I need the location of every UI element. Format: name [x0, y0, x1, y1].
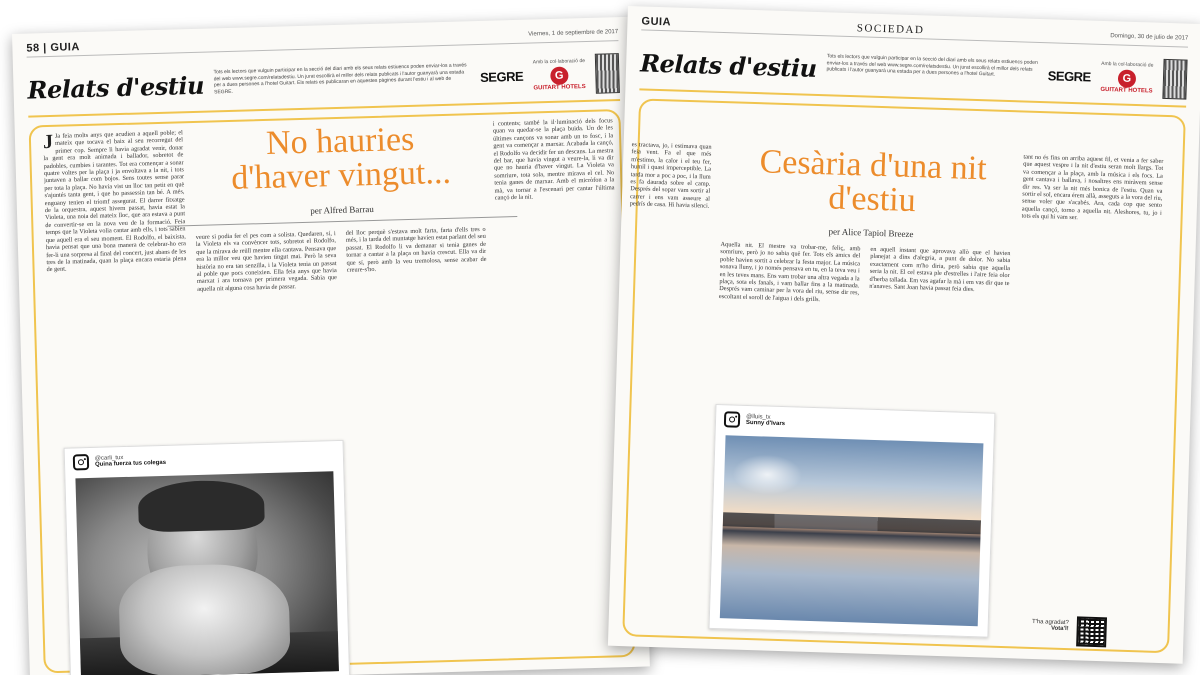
vote-question: T'ha agradat?	[1031, 618, 1069, 627]
left-sponsor-name: GUITART HOTELS	[533, 84, 586, 92]
left-instagram-user: @carli_tux	[94, 455, 124, 462]
left-headline: No hauries d'haver vingut...	[230, 120, 452, 197]
right-intro-text: Tots els lectors que vulguin participar en la secció del diari amb els seus relats estiuencs poden enviar-los a través del web www.segre.com/relatsdestiu. Un jurat escollirà el millor dels relats publicats i l'autor guanyarà una estada per a dues persones a l'hotel Guitart.	[826, 53, 1038, 78]
left-sponsor-label: Amb la col·laboració de	[532, 58, 586, 66]
right-segre-logo: SEGRE	[1047, 67, 1091, 85]
right-byline: per Alice Tapiol Breeze	[828, 226, 914, 240]
left-book-icon	[595, 53, 620, 94]
right-sponsor-name: GUITART HOTELS	[1100, 86, 1153, 95]
left-photo-fist	[75, 471, 338, 675]
guitart-logo-icon: G	[550, 66, 568, 84]
right-section-label: GUIA	[641, 14, 672, 28]
left-byline: per Alfred Barrau	[310, 203, 374, 216]
left-instagram-caption: Quina fuerza tus colegas	[94, 459, 167, 468]
instagram-icon	[724, 411, 740, 427]
left-dropcap: J	[42, 130, 54, 154]
left-instagram-card	[64, 440, 351, 675]
right-instagram-card	[708, 404, 995, 638]
right-column-4: tant no és fins on arriba aquest fil, et venia a fer saber que aquest vespre i la nit d'estiu seran molt llargs. Tot va començar a la plaça, amb la música i els focs. La gent cantava i ballava, i nosaltres ens miràvem sense dir res. Va ser la nit més bonica de l'estiu. Quan va sortir el sol, encara érem allà, asseguts a la vora del riu, sense voler que s'acabés. Ara, cada cop que sento aquella cançó, torno a aquella nit. Aleshores, tu, jo i tots els qui hi vam ser.	[1021, 153, 1164, 222]
left-column-3: del lloc perquè s'estava molt farta, farta d'ells tres o més, i la tarda del muntatge havien estat parlant del seu passat. El Rodolfo li va demanar si tenia ganes de tornar a cantar a la plaça on havia crescut. Ella va dir que sí, però amb la veu tremolosa, sense acabar de creure-s'ho.	[345, 225, 487, 274]
right-column-3: en aquell instant que aprovava allò que el havien planejat a dins d'alegria, a punt de dolor. No sabia exactament com m'ho diria, però sabia que aquella seria la nit. El cel estava ple d'estrelles i l'aire feia olor d'herba tallada. Em vas agafar la mà i em vas dir que te n'anaves. Sant Joan havia passat feia dies.	[869, 245, 1011, 294]
right-newspaper-page	[608, 6, 1200, 664]
right-column-1: es tractava, jo, i estimava quan feia vent. Fa el que més m'estimo, la calor i el teu fer, humil i quasi imperceptible. La tarda mor a poc a poc, i la llum es fa daurada sobre el camp. Després del sopar vam sortir al carrer i ens vam asseure al pedrís de casa. Hi havia silenci.	[629, 141, 712, 210]
right-page-date: Domingo, 30 de julio de 2017	[1110, 32, 1189, 42]
vote-action[interactable]: Vota'l!	[1050, 625, 1069, 633]
left-column-2: veure si podia fer el pes com a solista. Quedaren, sí, i la Violeta els va convèncer tots, sobretot el Rodolfo, que la mirava de reüll mentre ella cantava. Pensava que era la millor veu que havien tingut mai. Però la seva història no era tan senzilla, i la Violeta tenia un passat al poble que pocs coneixien. Ella feia anys que havia marxat i ara tornava per primera vegada. Sabia que aquella nit alguna cosa havia de passar.	[195, 230, 338, 293]
instagram-icon	[73, 454, 89, 470]
right-photo-sunset	[720, 435, 984, 626]
left-intro-text: Tots els lectors que vulguin participar en la secció del diari amb els seus relats estiuencs poden enviar-los a través del web www.segre.com/relatsdestiu. Un jurat escollirà el millor dels relats publicats i l'autor guanyarà una estada per a dues persones a l'hotel Guitart. Els relats es publicaran en aquestes pàgines durant l'estiu i al web de SEGRE.	[213, 62, 467, 95]
left-column-1	[43, 129, 192, 443]
right-column-2: Aquella nit. El mestre va trobar-me, feliç, amb somriure, però jo no sabia què fer. Tots els amics del poble havien sortit a celebrar la festa major. La música sonava lluny, i jo només pensava en tu, en la teva veu i en les teves mans. Ens vam trobar una altra vegada a la plaça, sota els fanals, i vam ballar fins a la matinada. Després vam caminar per la vora del riu, sense dir res, escoltant el soroll de l'aigua i dels grills.	[718, 241, 861, 304]
left-page-date: Viernes, 1 de septiembre de 2017	[528, 28, 619, 38]
right-banner	[639, 36, 1187, 107]
left-banner	[27, 47, 620, 118]
right-masthead: Relats d'estiu	[639, 47, 818, 83]
right-instagram-caption: Sunny d'Ivars	[745, 419, 786, 428]
right-center-section: SOCIEDAD	[856, 21, 925, 36]
left-masthead: Relats d'estiu	[27, 70, 205, 105]
left-column-4: i contents; també la il·luminació dels focus quan va quedar-se la plaça buida. Un de les últimes cançons va sonar amb un to fosc, i la gent va començar a marxar. Acabada la cançó, el Rodolfo va decidir fer un descans. La mestra del bar, que havia vingut a veure-la, li va dir que no hauria d'haver vingut. La Violeta va somriure, tota sola, mentre mirava el cel. No tenia ganes de marxar. Amb el micròfon a la mà, va tornar a l'escenari per cantar l'última cançó de la nit.	[492, 117, 615, 202]
left-running-head: 58 | GUIA Viernes, 1 de septiembre de 2017	[26, 23, 618, 58]
guitart-logo-icon: G	[1118, 69, 1137, 88]
right-headline: Cesària d'una nit d'estiu	[759, 143, 988, 220]
right-book-icon	[1162, 59, 1187, 100]
left-newspaper-page	[12, 17, 650, 675]
left-page-number: 58	[26, 41, 40, 55]
left-section-label: GUIA	[50, 40, 80, 54]
qr-code-icon[interactable]	[1076, 616, 1107, 647]
left-segre-logo: SEGRE	[479, 68, 524, 85]
left-column-1-text: Ja feia molts anys que acudien a aquell poble; el mateix que tocava el baix al seu recorregut del primer cop. Sempre li havia agradat venir, donar la gent era molt animada i ballador, sobretot de padobles, cumbies i tarantes. Tot era començar a sonar quatre voltes per la plaça i ja envoltava a la nit, i tots juntaven a ballar com bojos. Sens toutes sense parar per tota la plaça. No havia vist un lloc tan petit en què s'ajuntés tanta gent, i que ho passessin tan bé. A més, enguany tenien el triomf assegurat. El darrer fitxatge de la orquestra, aquest hivern passat, havia estat la Violeta, una noia del mateix lloc, que ara estava a punt de convertir-se en la nova veu de la formació. Feia temps que la Violeta volia cantar amb ells, i tots sabien que aquell era el seu moment. El Rodolfo, el baixista, havia pensat que una bona manera de celebrar-ho era fer-li una sorpresa al final del concert, just abans de les tres de la matinada, quan la plaça encara estaria plena de gent.	[43, 129, 187, 274]
right-sponsor	[1100, 61, 1153, 95]
right-sponsor-label: Amb la col·laboració de	[1101, 60, 1154, 69]
left-sponsor	[533, 58, 586, 91]
right-instagram-user: @lluis_tx	[746, 413, 771, 421]
